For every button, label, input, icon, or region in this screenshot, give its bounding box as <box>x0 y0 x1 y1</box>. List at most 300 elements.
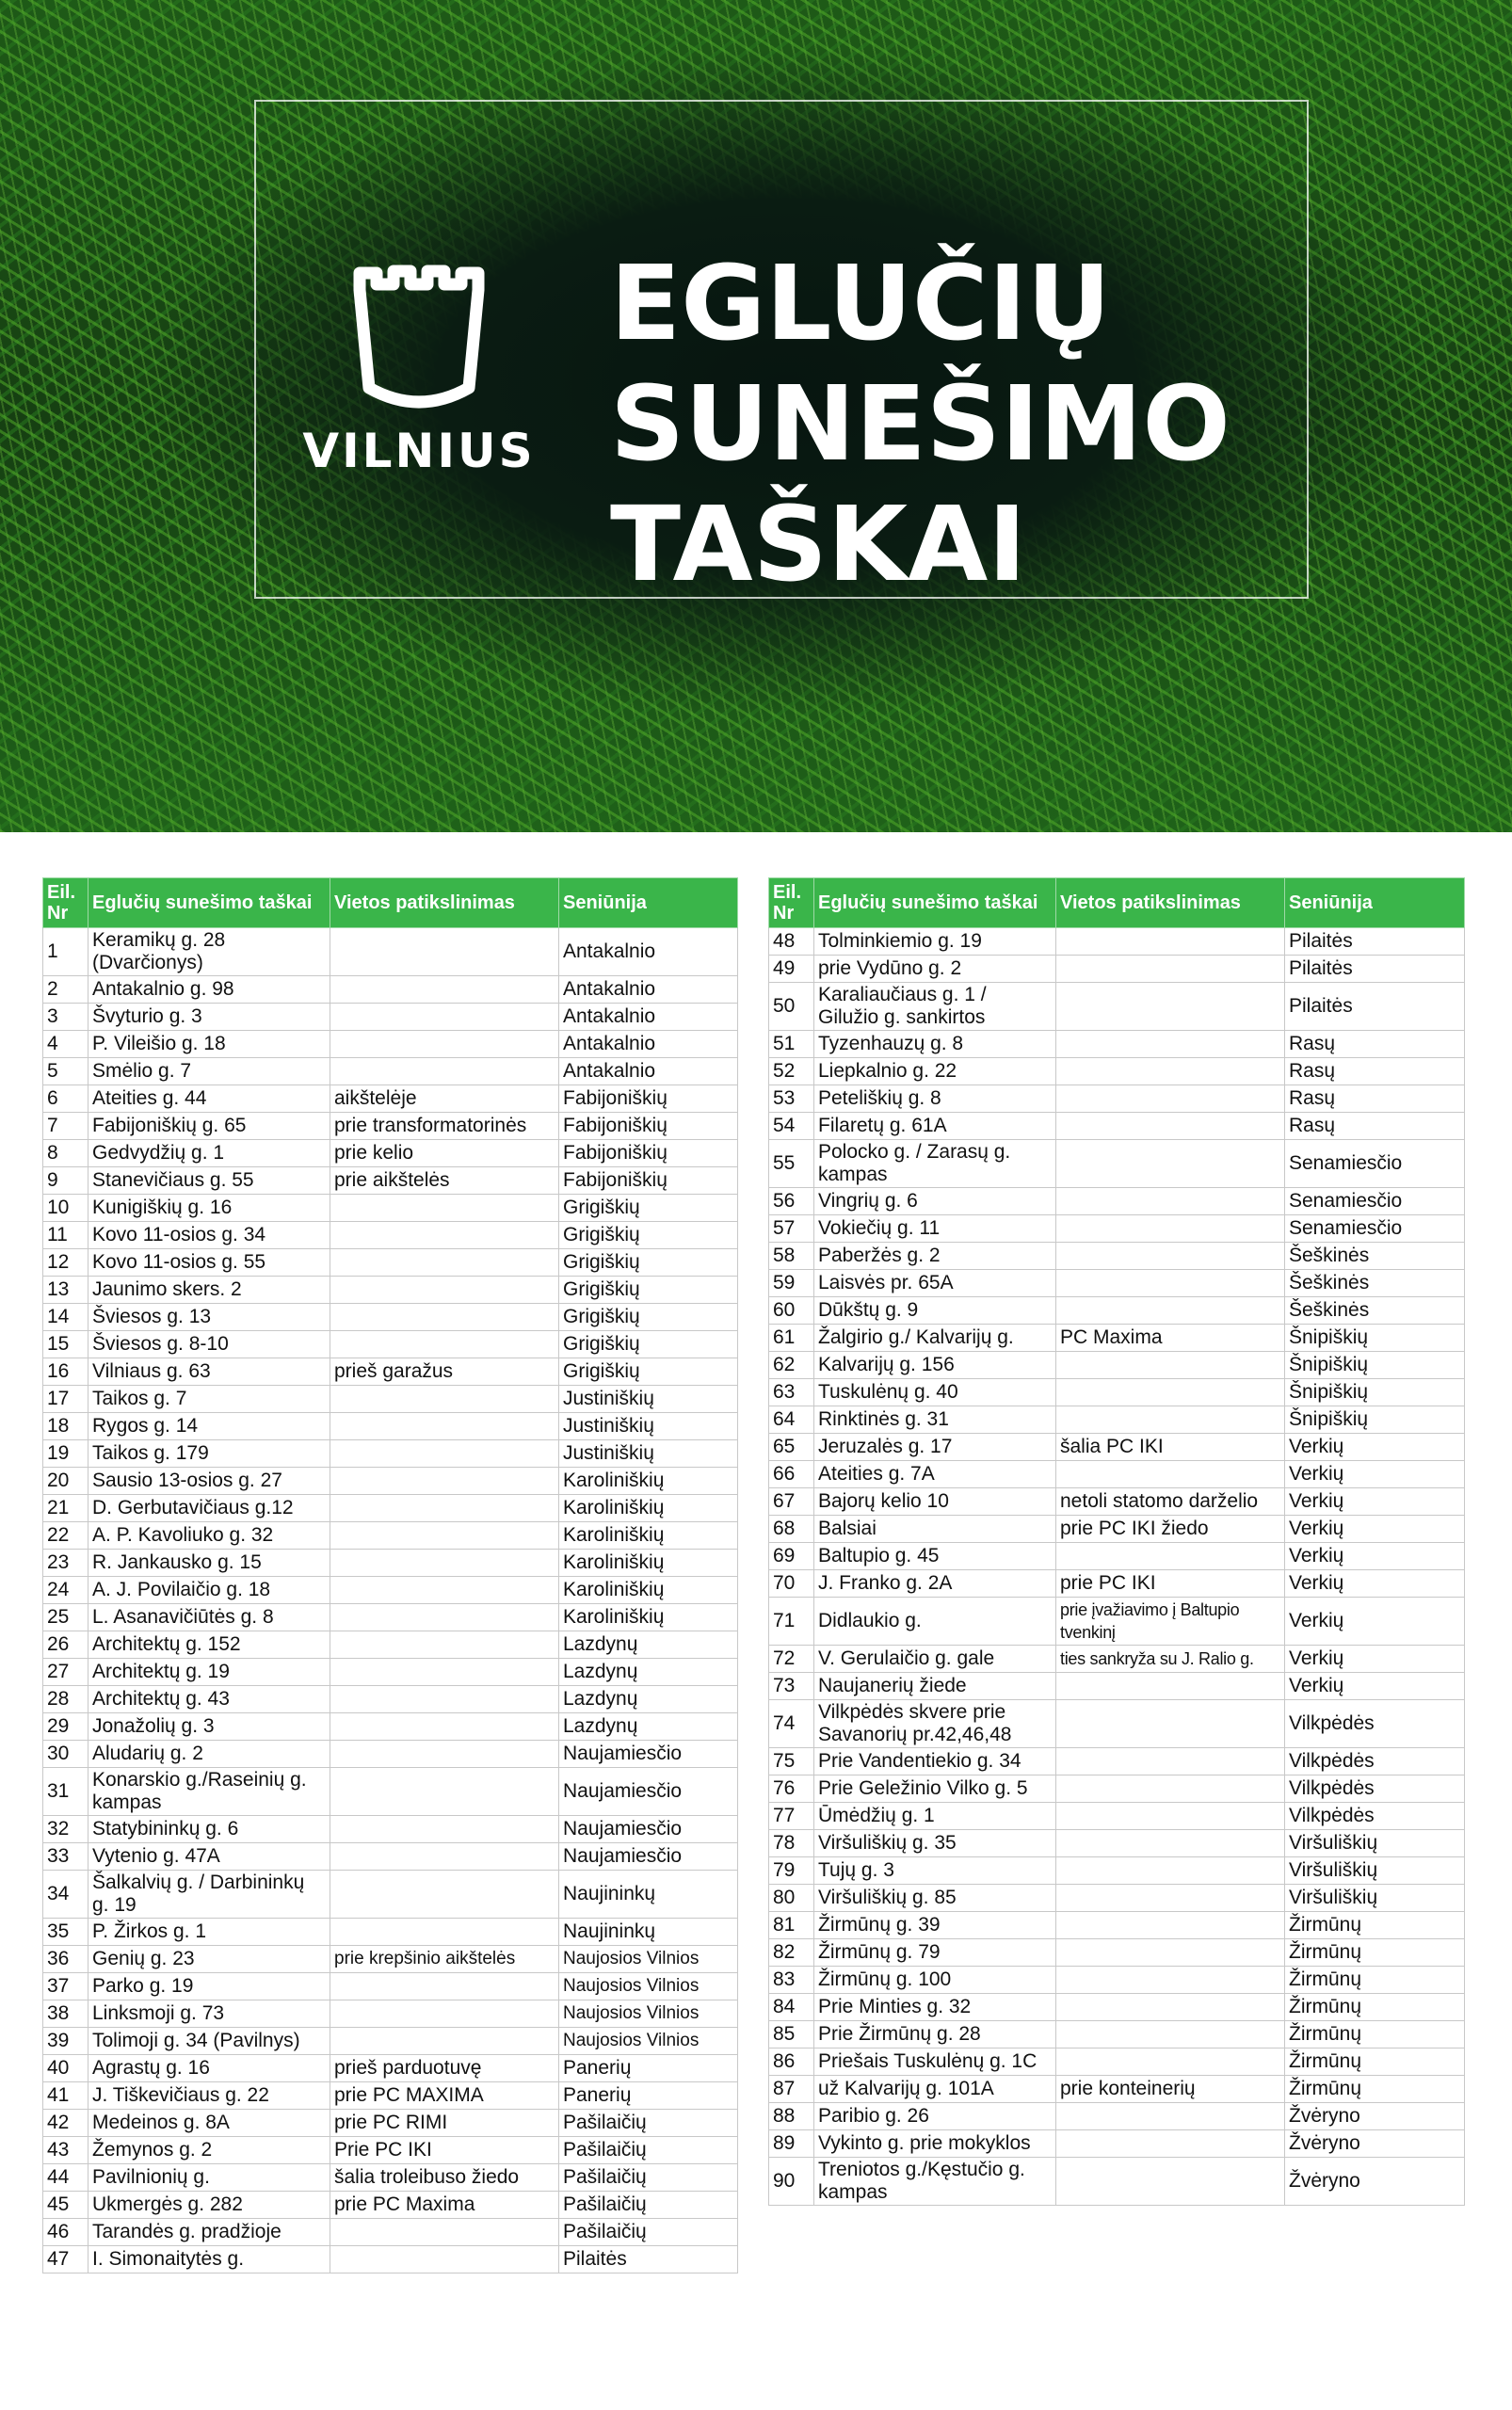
cell-district: Rasų <box>1285 1031 1465 1058</box>
cell-nr: 11 <box>43 1222 88 1249</box>
cell-location: Tuskulėnų g. 40 <box>814 1379 1056 1406</box>
cell-district: Pilaitės <box>1285 956 1465 983</box>
table-row <box>43 1522 738 1550</box>
cell-district: Viršuliškių <box>1285 1885 1465 1912</box>
cell-nr: 37 <box>43 1973 88 2000</box>
cell-district: Naujamiesčio <box>559 1741 738 1768</box>
cell-nr: 32 <box>43 1816 88 1843</box>
cell-district: Naujosios Vilnios <box>559 1973 738 2000</box>
cell-district: Verkių <box>1285 1673 1465 1700</box>
cell-nr: 51 <box>769 1031 814 1058</box>
cell-location: Treniotos g./Kęstučio g. kampas <box>814 2158 1056 2206</box>
cell-details <box>330 1713 559 1741</box>
cell-location: Prie Vandentiekio g. 34 <box>814 1748 1056 1775</box>
cell-details <box>330 1741 559 1768</box>
cell-details <box>330 1331 559 1358</box>
cell-details: prie aikštelės <box>330 1167 559 1195</box>
table-row <box>43 1604 738 1631</box>
cell-details: prie PC RIMI <box>330 2110 559 2137</box>
cell-nr: 82 <box>769 1939 814 1967</box>
cell-nr: 18 <box>43 1413 88 1440</box>
cell-district: Verkių <box>1285 1488 1465 1516</box>
cell-location: Parko g. 19 <box>88 1973 330 2000</box>
cell-location: Prie Geležinio Vilko g. 5 <box>814 1775 1056 1803</box>
cell-details <box>330 1249 559 1277</box>
cell-nr: 67 <box>769 1488 814 1516</box>
cell-district: Karoliniškių <box>559 1468 738 1495</box>
table-row <box>769 1598 1465 1646</box>
cell-details: prie transformatorinės <box>330 1113 559 1140</box>
cell-district: Žirmūnų <box>1285 1939 1465 1967</box>
cell-nr: 23 <box>43 1550 88 1577</box>
table-row <box>43 1167 738 1195</box>
cell-location: Tyzenhauzų g. 8 <box>814 1031 1056 1058</box>
cell-district: Pilaitės <box>1285 928 1465 956</box>
cell-district: Panerių <box>559 2055 738 2082</box>
cell-details: prie krepšinio aikštelės <box>330 1946 559 1973</box>
header-banner <box>0 0 1512 832</box>
table-row <box>43 2164 738 2192</box>
header-nr: Eil. Nr <box>769 878 814 928</box>
cell-nr: 39 <box>43 2028 88 2055</box>
cell-location: Rygos g. 14 <box>88 1413 330 1440</box>
table-row <box>43 1631 738 1659</box>
header-location: Eglučių sunešimo taškai <box>88 878 330 928</box>
cell-location: Prie Žirmūnų g. 28 <box>814 2021 1056 2048</box>
cell-district: Šnipiškių <box>1285 1379 1465 1406</box>
cell-district: Pašilaičių <box>559 2137 738 2164</box>
table-row <box>43 1195 738 1222</box>
table-row <box>769 1031 1465 1058</box>
cell-district: Vilkpėdės <box>1285 1775 1465 1803</box>
cell-details <box>1056 1939 1285 1967</box>
cell-location: R. Jankausko g. 15 <box>88 1550 330 1577</box>
cell-details <box>330 1031 559 1058</box>
cell-district: Fabijoniškių <box>559 1085 738 1113</box>
cell-details: PC Maxima <box>1056 1325 1285 1352</box>
cell-details <box>1056 1215 1285 1243</box>
cell-details <box>1056 2158 1285 2206</box>
cell-district: Grigiškių <box>559 1277 738 1304</box>
cell-district: Lazdynų <box>559 1659 738 1686</box>
table-row <box>43 928 738 976</box>
cell-location: Rinktinės g. 31 <box>814 1406 1056 1434</box>
cell-location: Jeruzalės g. 17 <box>814 1434 1056 1461</box>
cell-location: Dūkštų g. 9 <box>814 1297 1056 1325</box>
cell-details: prie PC IKI <box>1056 1570 1285 1598</box>
table-row <box>769 1570 1465 1598</box>
table-row <box>43 1249 738 1277</box>
cell-details <box>1056 1543 1285 1570</box>
cell-details <box>330 1195 559 1222</box>
table-row <box>43 2082 738 2110</box>
cell-district: Grigiškių <box>559 1222 738 1249</box>
cell-district: Šeškinės <box>1285 1270 1465 1297</box>
table-row <box>43 976 738 1004</box>
cell-details <box>330 1816 559 1843</box>
cell-location: Žirmūnų g. 100 <box>814 1967 1056 1994</box>
cell-district: Pašilaičių <box>559 2219 738 2246</box>
cell-details: prie PC IKI žiedo <box>1056 1516 1285 1543</box>
cell-nr: 19 <box>43 1440 88 1468</box>
cell-details <box>330 1919 559 1946</box>
cell-details <box>1056 1830 1285 1857</box>
table-row <box>43 1004 738 1031</box>
cell-nr: 46 <box>43 2219 88 2246</box>
cell-district: Rasų <box>1285 1085 1465 1113</box>
cell-details: prieš garažus <box>330 1358 559 1386</box>
cell-district: Verkių <box>1285 1516 1465 1543</box>
cell-nr: 13 <box>43 1277 88 1304</box>
table-row <box>43 1713 738 1741</box>
cell-details <box>1056 928 1285 956</box>
cell-details <box>330 1871 559 1919</box>
table-row <box>43 1358 738 1386</box>
table-row <box>43 1140 738 1167</box>
cell-location: L. Asanavičiūtės g. 8 <box>88 1604 330 1631</box>
cell-location: Vilniaus g. 63 <box>88 1358 330 1386</box>
cell-location: Vykinto g. prie mokyklos <box>814 2130 1056 2158</box>
cell-location: Sausio 13-osios g. 27 <box>88 1468 330 1495</box>
table-row <box>43 1440 738 1468</box>
cell-nr: 1 <box>43 928 88 976</box>
cell-nr: 34 <box>43 1871 88 1919</box>
cell-district: Verkių <box>1285 1598 1465 1646</box>
table-row <box>769 1646 1465 1673</box>
cell-details <box>1056 1673 1285 1700</box>
table-row <box>769 2103 1465 2130</box>
cell-details <box>1056 1270 1285 1297</box>
cell-details: prie įvažiavimo į Baltupio tvenkinį <box>1056 1598 1285 1646</box>
cell-details <box>1056 1912 1285 1939</box>
cell-nr: 70 <box>769 1570 814 1598</box>
cell-nr: 63 <box>769 1379 814 1406</box>
cell-details <box>1056 2103 1285 2130</box>
cell-district: Verkių <box>1285 1461 1465 1488</box>
cell-details <box>330 1058 559 1085</box>
table-row <box>769 1488 1465 1516</box>
cell-location: Ūmėdžių g. 1 <box>814 1803 1056 1830</box>
cell-location: Šviesos g. 13 <box>88 1304 330 1331</box>
cell-location: Bajorų kelio 10 <box>814 1488 1056 1516</box>
cell-nr: 15 <box>43 1331 88 1358</box>
cell-location: P. Žirkos g. 1 <box>88 1919 330 1946</box>
cell-nr: 77 <box>769 1803 814 1830</box>
table-row <box>769 928 1465 956</box>
header-details: Vietos patikslinimas <box>1056 878 1285 928</box>
cell-details: šalia troleibuso žiedo <box>330 2164 559 2192</box>
cell-location: Viršuliškių g. 85 <box>814 1885 1056 1912</box>
table-row <box>769 1748 1465 1775</box>
cell-details <box>1056 2021 1285 2048</box>
cell-details <box>330 976 559 1004</box>
cell-district: Pašilaičių <box>559 2164 738 2192</box>
cell-details <box>330 1973 559 2000</box>
cell-nr: 27 <box>43 1659 88 1686</box>
cell-location: Vingrių g. 6 <box>814 1188 1056 1215</box>
table-row <box>769 1243 1465 1270</box>
cell-details: aikštelėje <box>330 1085 559 1113</box>
cell-details: prieš parduotuvę <box>330 2055 559 2082</box>
cell-district: Grigiškių <box>559 1249 738 1277</box>
cell-nr: 68 <box>769 1516 814 1543</box>
cell-district: Verkių <box>1285 1570 1465 1598</box>
cell-district: Rasų <box>1285 1058 1465 1085</box>
cell-details <box>330 1495 559 1522</box>
cell-district: Antakalnio <box>559 1004 738 1031</box>
cell-nr: 53 <box>769 1085 814 1113</box>
cell-nr: 8 <box>43 1140 88 1167</box>
cell-location: Genių g. 23 <box>88 1946 330 1973</box>
cell-location: Paberžės g. 2 <box>814 1243 1056 1270</box>
cell-location: Tujų g. 3 <box>814 1857 1056 1885</box>
cell-location: Tarandės g. pradžioje <box>88 2219 330 2246</box>
cell-details <box>330 2246 559 2273</box>
title-line: SUNEŠIMO <box>610 363 1231 484</box>
cell-location: Ateities g. 7A <box>814 1461 1056 1488</box>
cell-nr: 71 <box>769 1598 814 1646</box>
cell-district: Pašilaičių <box>559 2110 738 2137</box>
cell-nr: 79 <box>769 1857 814 1885</box>
cell-location: Kunigiškių g. 16 <box>88 1195 330 1222</box>
cell-district: Žvėryno <box>1285 2103 1465 2130</box>
cell-nr: 83 <box>769 1967 814 1994</box>
cell-district: Šnipiškių <box>1285 1352 1465 1379</box>
cell-location: Vilkpėdės skvere prie Savanorių pr.42,46,48 <box>814 1700 1056 1748</box>
cell-nr: 57 <box>769 1215 814 1243</box>
table-row <box>769 1215 1465 1243</box>
table-row <box>769 1406 1465 1434</box>
table-row <box>43 1304 738 1331</box>
table-row <box>769 1516 1465 1543</box>
table-row <box>769 1885 1465 1912</box>
header-district: Seniūnija <box>1285 878 1465 928</box>
table-row <box>43 1768 738 1816</box>
cell-details: prie konteinerių <box>1056 2076 1285 2103</box>
cell-location: Taikos g. 7 <box>88 1386 330 1413</box>
header-details: Vietos patikslinimas <box>330 878 559 928</box>
cell-nr: 50 <box>769 983 814 1031</box>
table-row <box>769 1700 1465 1748</box>
header-district: Seniūnija <box>559 878 738 928</box>
cell-details <box>330 1522 559 1550</box>
table-row <box>769 1379 1465 1406</box>
cell-nr: 59 <box>769 1270 814 1297</box>
table-row <box>43 1741 738 1768</box>
cell-nr: 74 <box>769 1700 814 1748</box>
cell-details <box>1056 1085 1285 1113</box>
table-row <box>43 1113 738 1140</box>
cell-nr: 7 <box>43 1113 88 1140</box>
cell-nr: 44 <box>43 2164 88 2192</box>
cell-location: Kovo 11-osios g. 34 <box>88 1222 330 1249</box>
cell-location: Žemynos g. 2 <box>88 2137 330 2164</box>
header-nr: Eil. Nr <box>43 878 88 928</box>
cell-details <box>1056 983 1285 1031</box>
table-row <box>43 1919 738 1946</box>
cell-district: Žirmūnų <box>1285 2048 1465 2076</box>
cell-district: Antakalnio <box>559 1058 738 1085</box>
table-row <box>43 1031 738 1058</box>
cell-details <box>1056 1461 1285 1488</box>
cell-nr: 3 <box>43 1004 88 1031</box>
cell-nr: 24 <box>43 1577 88 1604</box>
cell-details: netoli statomo darželio <box>1056 1488 1285 1516</box>
table-row <box>769 1967 1465 1994</box>
cell-district: Panerių <box>559 2082 738 2110</box>
cell-details <box>1056 1406 1285 1434</box>
cell-nr: 76 <box>769 1775 814 1803</box>
cell-district: Žirmūnų <box>1285 1994 1465 2021</box>
table-row <box>43 2110 738 2137</box>
cell-location: Naujanerių žiede <box>814 1673 1056 1700</box>
cell-district: Naujosios Vilnios <box>559 1946 738 1973</box>
table-row <box>43 2246 738 2273</box>
table-row <box>769 1085 1465 1113</box>
table-row <box>43 1871 738 1919</box>
cell-district: Lazdynų <box>559 1686 738 1713</box>
cell-nr: 38 <box>43 2000 88 2028</box>
cell-district: Pašilaičių <box>559 2192 738 2219</box>
cell-location: Baltupio g. 45 <box>814 1543 1056 1570</box>
table-row <box>769 1939 1465 1967</box>
cell-location: Šviesos g. 8-10 <box>88 1331 330 1358</box>
table-row <box>43 1495 738 1522</box>
table-row <box>43 1331 738 1358</box>
cell-location: Tolimoji g. 34 (Pavilnys) <box>88 2028 330 2055</box>
cell-district: Fabijoniškių <box>559 1140 738 1167</box>
cell-location: Priešais Tuskulėnų g. 1C <box>814 2048 1056 2076</box>
table-row <box>43 1277 738 1304</box>
cell-nr: 89 <box>769 2130 814 2158</box>
cell-district: Naujamiesčio <box>559 1843 738 1871</box>
cell-location: prie Vydūno g. 2 <box>814 956 1056 983</box>
cell-nr: 49 <box>769 956 814 983</box>
cell-location: Žirmūnų g. 79 <box>814 1939 1056 1967</box>
cell-details <box>330 1277 559 1304</box>
cell-details <box>1056 1967 1285 1994</box>
cell-nr: 60 <box>769 1297 814 1325</box>
cell-details <box>1056 1803 1285 1830</box>
header-location: Eglučių sunešimo taškai <box>814 878 1056 928</box>
table-row <box>769 2158 1465 2206</box>
cell-details <box>330 2219 559 2246</box>
cell-details <box>330 1222 559 1249</box>
cell-district: Fabijoniškių <box>559 1167 738 1195</box>
cell-location: Smėlio g. 7 <box>88 1058 330 1085</box>
table-row <box>769 1803 1465 1830</box>
page-title <box>610 243 1307 604</box>
cell-district: Lazdynų <box>559 1713 738 1741</box>
title-line: EGLUČIŲ <box>610 243 1111 363</box>
cell-details <box>330 1440 559 1468</box>
cell-district: Justiniškių <box>559 1386 738 1413</box>
table-row <box>769 1434 1465 1461</box>
cell-location: Agrastų g. 16 <box>88 2055 330 2082</box>
cell-location: Šalkalvių g. / Darbininkų g. 19 <box>88 1871 330 1919</box>
cell-district: Senamiesčio <box>1285 1140 1465 1188</box>
cell-nr: 61 <box>769 1325 814 1352</box>
table-row <box>769 1270 1465 1297</box>
table-row <box>769 1994 1465 2021</box>
table-row <box>769 1140 1465 1188</box>
cell-location: Keramikų g. 28 (Dvarčionys) <box>88 928 330 976</box>
cell-location: Vokiečių g. 11 <box>814 1215 1056 1243</box>
table-row <box>769 1113 1465 1140</box>
cell-nr: 73 <box>769 1673 814 1700</box>
cell-location: Pavilnionių g. <box>88 2164 330 2192</box>
cell-details <box>330 1413 559 1440</box>
cell-details: prie PC MAXIMA <box>330 2082 559 2110</box>
table-row <box>769 1543 1465 1570</box>
table-row <box>769 1188 1465 1215</box>
cell-district: Lazdynų <box>559 1631 738 1659</box>
cell-location: Jonažolių g. 3 <box>88 1713 330 1741</box>
cell-location: Didlaukio g. <box>814 1598 1056 1646</box>
cell-details <box>1056 1748 1285 1775</box>
cell-nr: 33 <box>43 1843 88 1871</box>
cell-nr: 17 <box>43 1386 88 1413</box>
table-row <box>43 1413 738 1440</box>
cell-details <box>1056 1297 1285 1325</box>
cell-district: Rasų <box>1285 1113 1465 1140</box>
table-row <box>43 1058 738 1085</box>
cell-nr: 28 <box>43 1686 88 1713</box>
cell-location: Švyturio g. 3 <box>88 1004 330 1031</box>
cell-nr: 81 <box>769 1912 814 1939</box>
cell-location: Viršuliškių g. 35 <box>814 1830 1056 1857</box>
table-header-row <box>769 878 1465 928</box>
cell-location: Architektų g. 152 <box>88 1631 330 1659</box>
cell-district: Grigiškių <box>559 1195 738 1222</box>
cell-nr: 72 <box>769 1646 814 1673</box>
cell-district: Viršuliškių <box>1285 1857 1465 1885</box>
cell-nr: 55 <box>769 1140 814 1188</box>
cell-details: prie PC Maxima <box>330 2192 559 2219</box>
cell-location: Balsiai <box>814 1516 1056 1543</box>
cell-location: Architektų g. 43 <box>88 1686 330 1713</box>
cell-location: už Kalvarijų g. 101A <box>814 2076 1056 2103</box>
cell-details: šalia PC IKI <box>1056 1434 1285 1461</box>
cell-district: Žvėryno <box>1285 2158 1465 2206</box>
table-row <box>769 2076 1465 2103</box>
cell-location: Žirmūnų g. 39 <box>814 1912 1056 1939</box>
cell-location: Stanevičiaus g. 55 <box>88 1167 330 1195</box>
cell-location: P. Vileišio g. 18 <box>88 1031 330 1058</box>
cell-nr: 21 <box>43 1495 88 1522</box>
table-row <box>43 1659 738 1686</box>
title-line: TAŠKAI <box>610 484 1027 604</box>
cell-details <box>1056 2048 1285 2076</box>
cell-location: V. Gerulaičio g. gale <box>814 1646 1056 1673</box>
cell-district: Grigiškių <box>559 1304 738 1331</box>
table-row <box>769 1673 1465 1700</box>
cell-district: Justiniškių <box>559 1440 738 1468</box>
table-row <box>43 2028 738 2055</box>
cell-district: Viršuliškių <box>1285 1830 1465 1857</box>
table-row <box>43 2219 738 2246</box>
cell-details <box>1056 1352 1285 1379</box>
cell-district: Antakalnio <box>559 1031 738 1058</box>
table-row <box>43 2137 738 2164</box>
cell-nr: 58 <box>769 1243 814 1270</box>
vilnius-logo <box>282 264 555 480</box>
table-row <box>43 1222 738 1249</box>
table-row <box>769 1461 1465 1488</box>
cell-district: Antakalnio <box>559 928 738 976</box>
cell-details <box>1056 1857 1285 1885</box>
cell-details <box>1056 1775 1285 1803</box>
